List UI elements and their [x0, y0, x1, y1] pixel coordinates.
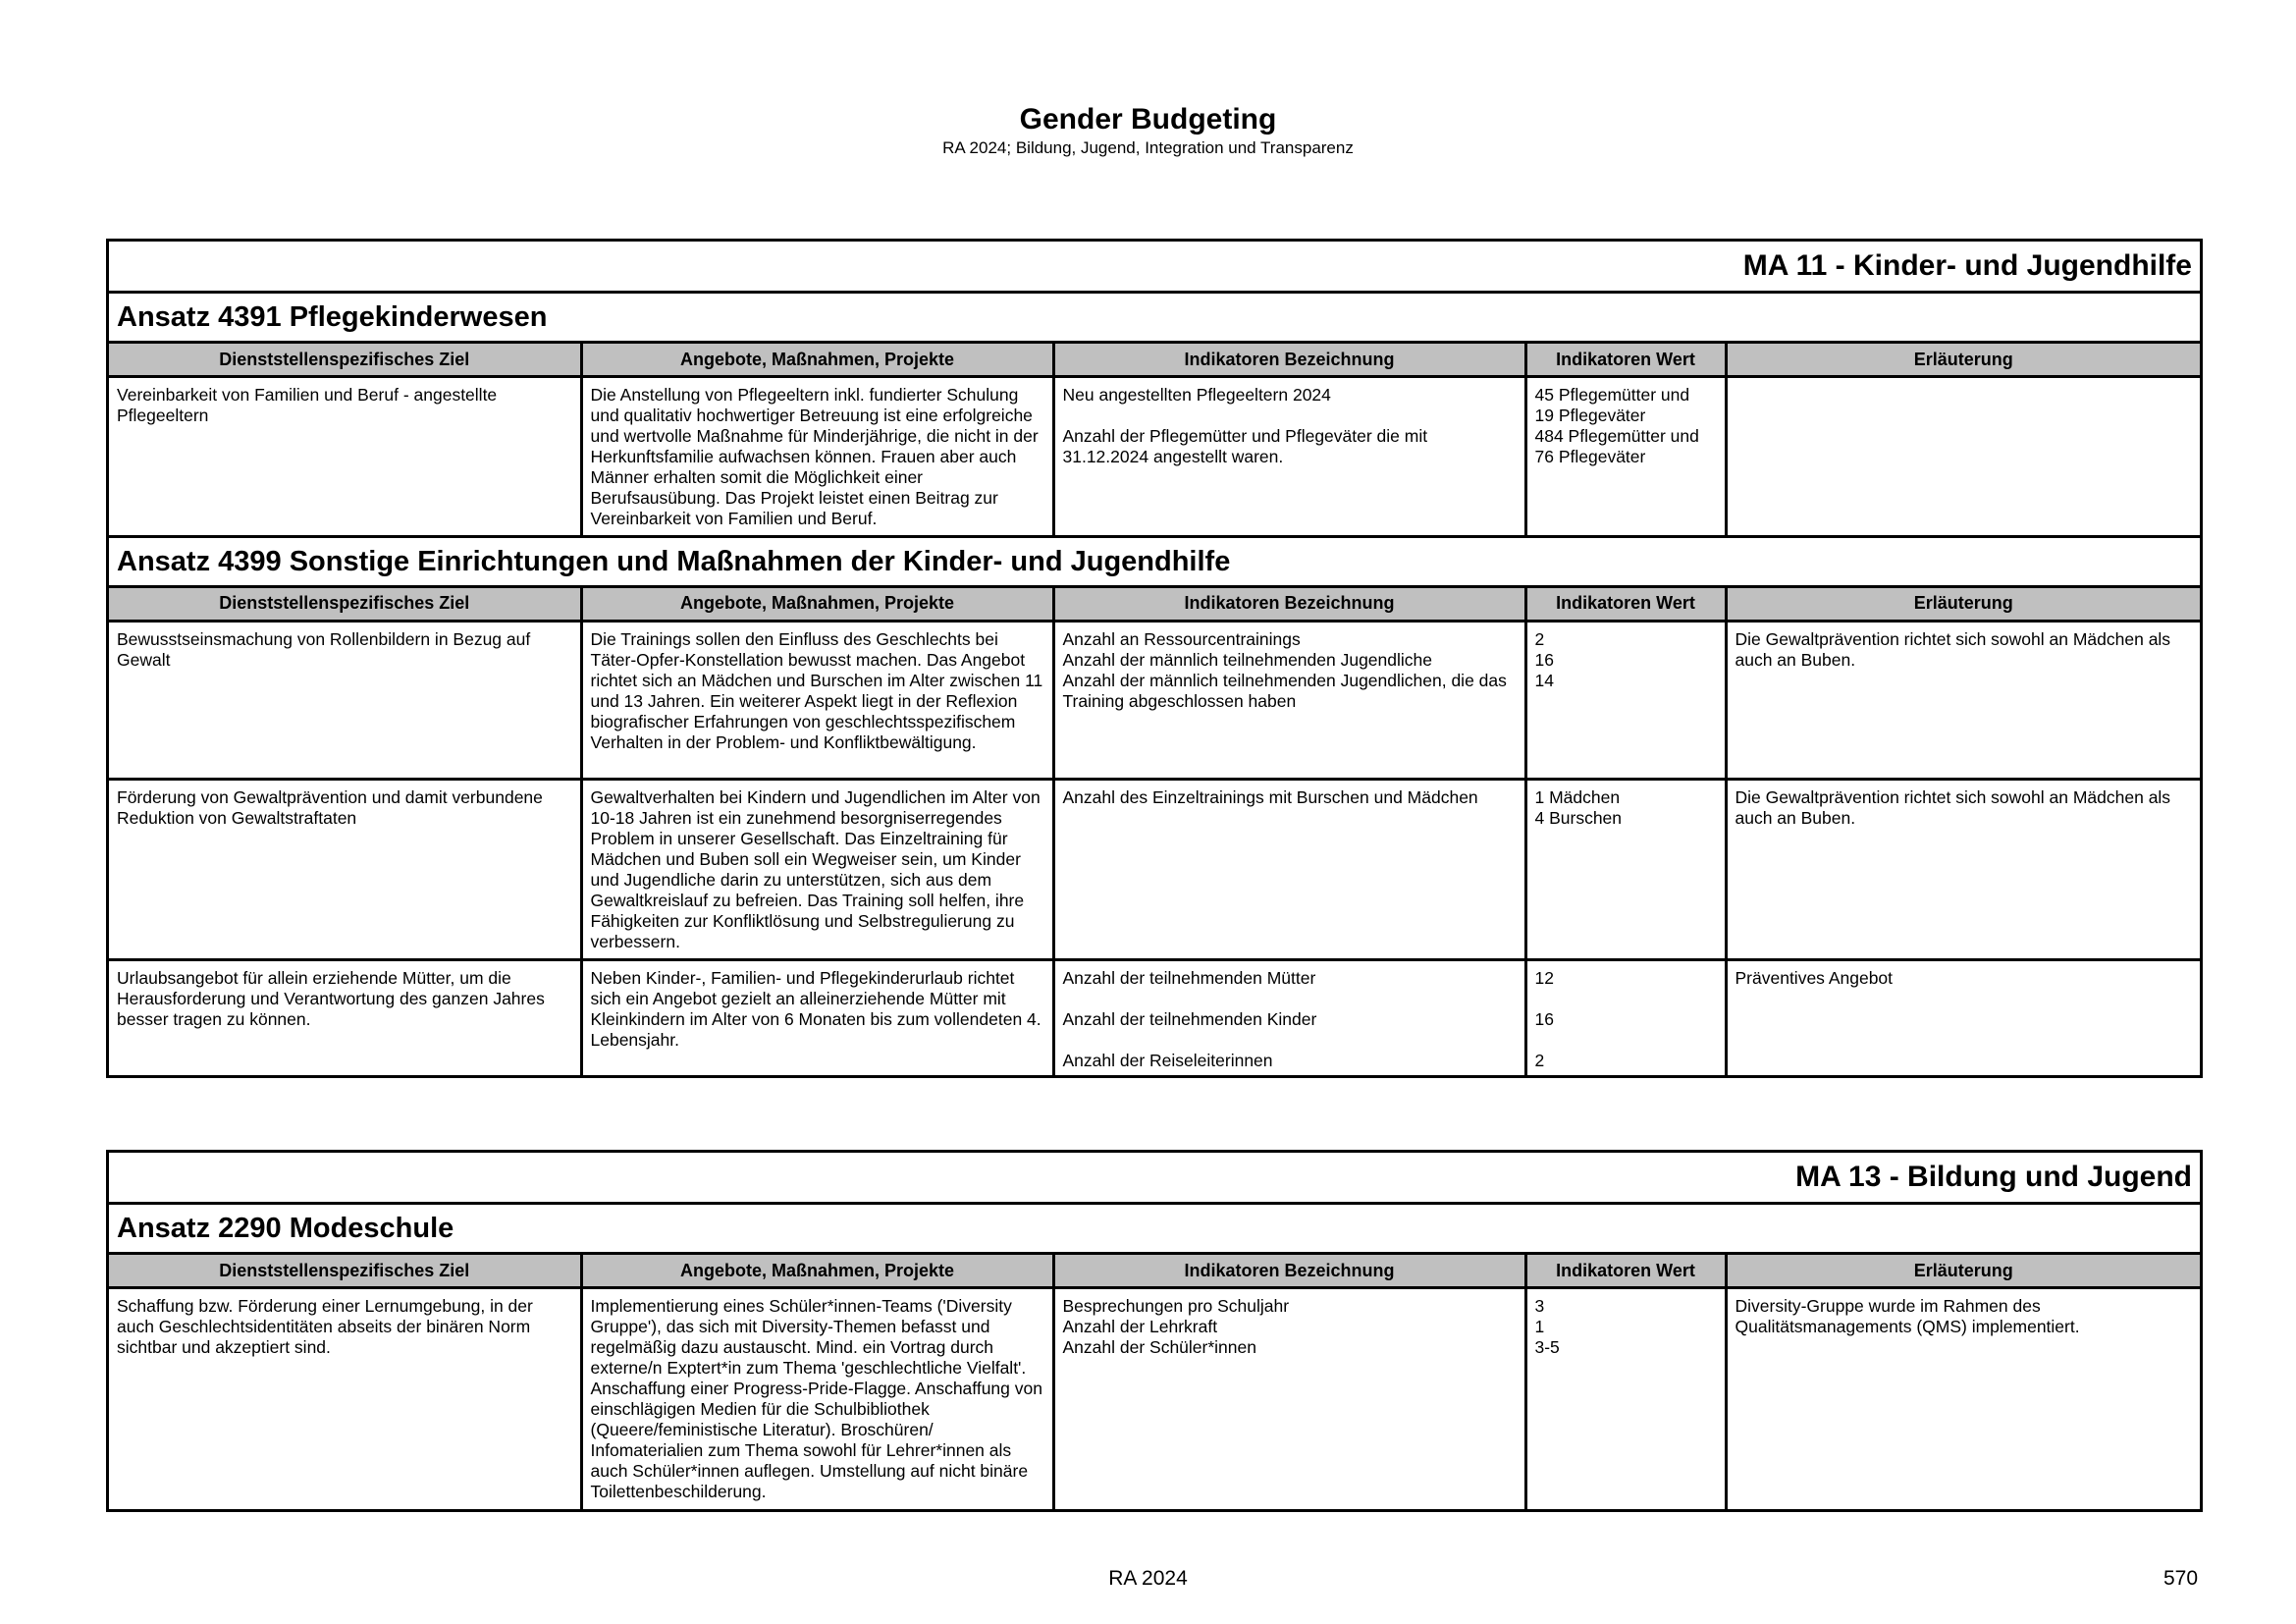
cell-erlaeuterung [1726, 377, 2200, 535]
table-header-row [109, 1254, 2200, 1288]
wert-line: 45 Pflegemütter und [1534, 385, 1690, 405]
indikator-line: Anzahl an Ressourcentrainings [1062, 628, 1301, 649]
indikator-line: Anzahl der teilnehmenden Mütter [1062, 967, 1316, 988]
document-subtitle: RA 2024; Bildung, Jugend, Integration und Transparenz [942, 138, 1354, 157]
indikator-line: Anzahl der männlich teilnehmenden Jugendliche [1062, 649, 1432, 670]
column-header: Angebote, Maßnahmen, Projekte [581, 1254, 1053, 1288]
cell-werte [1525, 779, 1726, 959]
wert-line: 12 [1534, 967, 1554, 988]
wert-line [1535, 989, 1717, 1009]
cell-ziel: Bewusstseinsmachung von Rollenbildern in Bezug auf Gewalt [109, 621, 581, 779]
cell-ziel: Schaffung bzw. Förderung einer Lernumgebung, in der auch Geschlechtsidentitäten abseits der binären Norm sichtbar und akzeptiert sind. [109, 1288, 581, 1509]
cell-erlaeuterung: Die Gewaltprävention richtet sich sowohl an Mädchen als auch an Buben. [1726, 779, 2200, 959]
cell-indikatoren [1053, 1288, 1525, 1509]
cell-werte [1525, 959, 1726, 1075]
column-header: Angebote, Maßnahmen, Projekte [581, 586, 1053, 621]
ansatz-title: Ansatz 4391 Pflegekinderwesen [117, 301, 548, 333]
department-section-ma13 [106, 1150, 2203, 1512]
indikator-line: Anzahl der Reiseleiterinnen [1062, 1050, 1273, 1070]
wert-line [1535, 1030, 1717, 1051]
column-header: Erläuterung [1726, 586, 2200, 621]
column-header: Dienststellenspezifisches Ziel [109, 586, 581, 621]
indikator-line: Besprechungen pro Schuljahr [1062, 1296, 1290, 1316]
column-header: Indikatoren Bezeichnung [1053, 343, 1525, 377]
wert-line: 19 Pflegeväter [1534, 406, 1646, 425]
wert-line: 14 [1534, 670, 1554, 690]
table-row [109, 377, 2200, 535]
cell-indikatoren [1053, 959, 1525, 1075]
indikator-line: Anzahl der männlich teilnehmenden Jugendlichen, die das Training abgeschlossen haben [1062, 670, 1507, 711]
column-header: Erläuterung [1726, 1254, 2200, 1288]
column-header: Indikatoren Wert [1525, 586, 1726, 621]
table-row [109, 621, 2200, 779]
wert-line: 4 Burschen [1534, 807, 1623, 828]
indikator-line: Anzahl des Einzeltrainings mit Burschen und Mädchen [1062, 786, 1478, 807]
wert-line: 16 [1534, 649, 1554, 670]
measures-table [109, 341, 2200, 535]
cell-werte [1525, 1288, 1726, 1509]
wert-line: 1 [1534, 1317, 1545, 1336]
cell-indikatoren [1053, 621, 1525, 779]
cell-erlaeuterung: Diversity-Gruppe wurde im Rahmen des Qualitätsmanagements (QMS) implementiert. [1726, 1288, 2200, 1509]
ansatz-title: Ansatz 2290 Modeschule [117, 1213, 454, 1244]
table-row [109, 779, 2200, 959]
document-title: Gender Budgeting [1019, 103, 1277, 135]
page-number: 570 [2163, 1567, 2199, 1590]
cell-ziel: Förderung von Gewaltprävention und damit verbundene Reduktion von Gewaltstraftaten [109, 779, 581, 959]
wert-line: 2 [1534, 1050, 1545, 1070]
wert-line: 2 [1534, 628, 1545, 649]
cell-werte [1525, 621, 1726, 779]
cell-indikatoren [1053, 779, 1525, 959]
ansatz-title: Ansatz 4399 Sonstige Einrichtungen und Maßnahmen der Kinder- und Jugendhilfe [117, 545, 1231, 577]
table-header-row [109, 586, 2200, 621]
wert-line: 3-5 [1534, 1337, 1560, 1357]
indikator-line: Anzahl der Lehrkraft [1062, 1317, 1218, 1336]
document-header [0, 102, 2296, 159]
cell-angebote: Gewaltverhalten bei Kindern und Jugendlichen im Alter von 10-18 Jahren ist ein zunehmend besorgniserregendes Problem in unserer Gesellschaft. Das Einzeltraining für Mädchen und Buben soll ein Wegweiser sein, um Kinder und Jugendliche darin zu unterstützen, sich aus dem Gewaltkreislauf zu befreien. Das Training soll helfen, ihre Fähigkeiten zur Konfliktlösung und Selbstregulierung zu verbessern. [581, 779, 1053, 959]
column-header: Angebote, Maßnahmen, Projekte [581, 343, 1053, 377]
footer-label: RA 2024 [1108, 1567, 1188, 1590]
cell-angebote: Neben Kinder-, Familien- und Pflegekinderurlaub richtet sich ein Angebot gezielt an alleinerziehende Mütter mit Kleinkindern im Alter von 6 Monaten bis zum vollendeten 4. Lebensjahr. [581, 959, 1053, 1075]
cell-angebote: Die Trainings sollen den Einfluss des Geschlechts bei Täter-Opfer-Konstellation bewusst machen. Das Angebot richtet sich an Mädchen und Burschen im Alter zwischen 11 und 13 Jahren. Ein weiterer Aspekt liegt in der Reflexion biografischer Erfahrungen von geschlechtsspezifischem Verhalten in der Problem- und Konfliktbewältigung. [581, 621, 1053, 779]
cell-erlaeuterung: Präventives Angebot [1726, 959, 2200, 1075]
measures-table [109, 1252, 2200, 1509]
column-header: Dienststellenspezifisches Ziel [109, 343, 581, 377]
column-header: Indikatoren Wert [1525, 343, 1726, 377]
indikator-line: Neu angestellten Pflegeeltern 2024 [1062, 385, 1331, 405]
cell-erlaeuterung: Die Gewaltprävention richtet sich sowohl an Mädchen als auch an Buben. [1726, 621, 2200, 779]
wert-line: 3 [1534, 1296, 1545, 1316]
indikator-line: Anzahl der teilnehmenden Kinder [1062, 1008, 1317, 1029]
cell-angebote: Die Anstellung von Pflegeeltern inkl. fundierter Schulung und qualitativ hochwertiger Betreuung ist eine erfolgreiche und wertvolle Maßnahme für Minderjährige, die nicht in der Herkunftsfamilie aufwachsen können. Frauen aber auch Männer erhalten somit die Möglichkeit einer Berufsausübung. Das Projekt leistet einen Beitrag zur Vereinbarkeit von Familien und Beruf. [581, 377, 1053, 535]
indikator-line: Anzahl der Pflegemütter und Pflegeväter die mit 31.12.2024 angestellt waren. [1062, 426, 1428, 466]
wert-line: 76 Pflegeväter [1534, 447, 1646, 466]
department-section-ma11 [106, 239, 2203, 1078]
cell-ziel: Vereinbarkeit von Familien und Beruf - angestellte Pflegeeltern [109, 377, 581, 535]
column-header: Erläuterung [1726, 343, 2200, 377]
table-row [109, 1288, 2200, 1509]
indikator-line [1063, 989, 1517, 1009]
cell-indikatoren [1053, 377, 1525, 535]
wert-line: 484 Pflegemütter und [1534, 426, 1699, 446]
department-title: MA 11 - Kinder- und Jugendhilfe [109, 242, 2200, 294]
indikator-line: Anzahl der Schüler*innen [1062, 1337, 1256, 1357]
table-header-row [109, 343, 2200, 377]
cell-angebote: Implementierung eines Schüler*innen-Teams ('Diversity Gruppe'), das sich mit Diversity-Themen befasst und regelmäßig dazu austauscht. Mind. ein Vortrag durch externe/n Exptert*in zum Thema 'geschlechtliche Vielfalt'. Anschaffung einer Progress-Pride-Flagge. Anschaffung von einschlägigen Medien für die Schulbibliothek (Queere/feministische Literatur). Broschüren/ Infomaterialien zum Thema sowohl für Lehrer*innen als auch Schüler*innen auflegen. Umstellung auf nicht binäre Toilettenbeschilderung. [581, 1288, 1053, 1509]
ansatz-block [109, 535, 2200, 1076]
cell-ziel: Urlaubsangebot für allein erziehende Mütter, um die Herausforderung und Verantwortung des ganzen Jahres besser tragen zu können. [109, 959, 581, 1075]
wert-line: 16 [1534, 1008, 1554, 1029]
cell-werte [1525, 377, 1726, 535]
column-header: Indikatoren Bezeichnung [1053, 586, 1525, 621]
department-title: MA 13 - Bildung und Jugend [109, 1153, 2200, 1205]
wert-line: 1 Mädchen [1534, 786, 1621, 807]
measures-table [109, 585, 2200, 1076]
column-header: Indikatoren Wert [1525, 1254, 1726, 1288]
ansatz-block [109, 1205, 2200, 1509]
ansatz-block [109, 294, 2200, 535]
column-header: Indikatoren Bezeichnung [1053, 1254, 1525, 1288]
indikator-line [1063, 1030, 1517, 1051]
table-row [109, 959, 2200, 1075]
indikator-line [1063, 406, 1517, 426]
column-header: Dienststellenspezifisches Ziel [109, 1254, 581, 1288]
